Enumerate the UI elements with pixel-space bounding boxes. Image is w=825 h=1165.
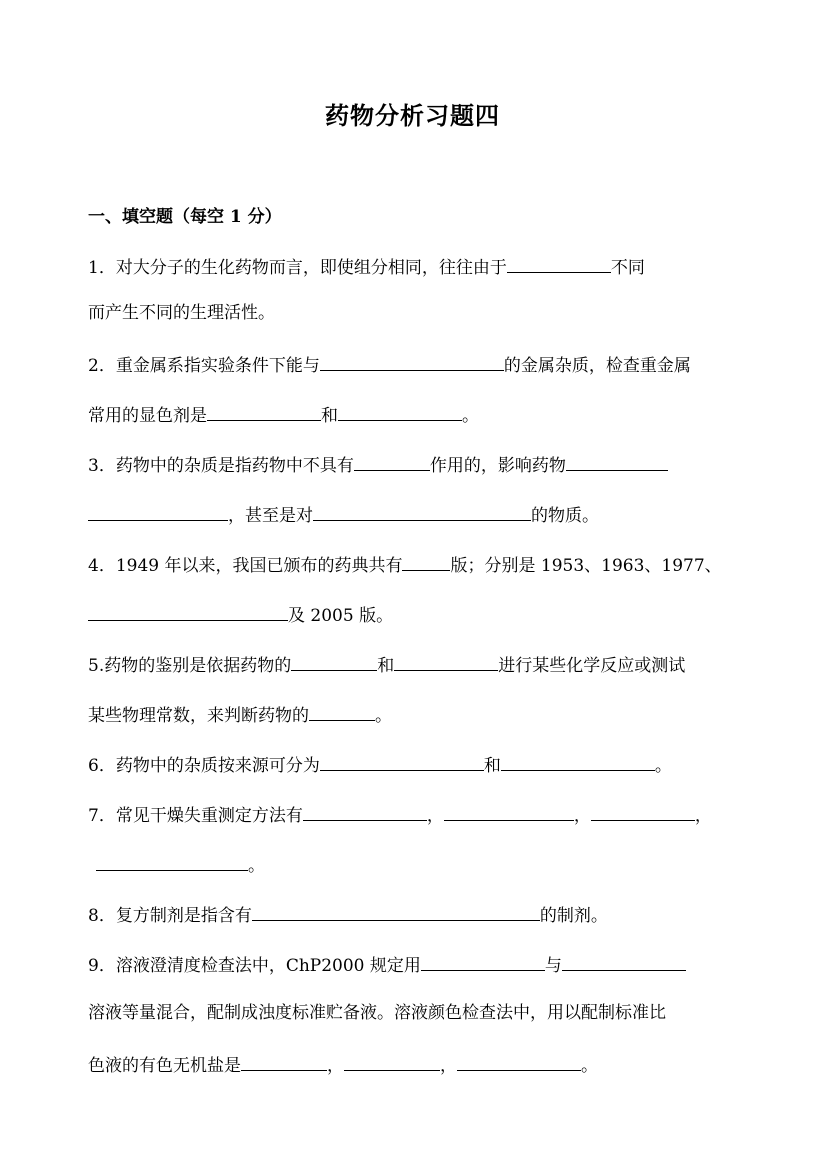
question-4-text: 4．1949 年以来，我国已颁布的药典共有 bbox=[88, 556, 403, 576]
answer-blank[interactable] bbox=[313, 502, 531, 521]
question-6-text-2: 和 bbox=[483, 756, 501, 776]
question-9-line-1 bbox=[88, 952, 686, 977]
question-6-text: 6．药物中的杂质按来源可分为 bbox=[88, 756, 320, 776]
question-5-text-3: 进行某些化学反应或测试 bbox=[498, 656, 686, 676]
question-7-separator: ， bbox=[573, 806, 591, 826]
answer-blank[interactable] bbox=[96, 852, 248, 871]
question-2-text-4: 和 bbox=[321, 406, 338, 426]
question-9-separator: ， bbox=[440, 1056, 457, 1076]
question-3-text-4: 的物质。 bbox=[531, 506, 599, 526]
question-4-line-1 bbox=[88, 552, 722, 577]
answer-blank[interactable] bbox=[344, 1052, 440, 1071]
question-7-separator: ， bbox=[426, 806, 444, 826]
question-2-text-2: 的金属杂质，检查重金属 bbox=[503, 356, 691, 376]
question-5-text-5: 。 bbox=[375, 706, 392, 726]
page-title: 药物分析习题四 bbox=[325, 101, 500, 130]
answer-blank[interactable] bbox=[303, 802, 427, 821]
question-4-text-3: 及 2005 版。 bbox=[288, 606, 394, 626]
answer-blank[interactable] bbox=[507, 254, 611, 273]
question-3-text-2: 作用的，影响药物 bbox=[429, 456, 566, 476]
question-5-line-1 bbox=[88, 652, 685, 677]
answer-blank[interactable] bbox=[241, 1052, 327, 1071]
answer-blank[interactable] bbox=[444, 802, 574, 821]
question-1-line-1 bbox=[88, 254, 645, 279]
answer-blank[interactable] bbox=[591, 802, 695, 821]
question-2-line-1 bbox=[88, 352, 691, 377]
question-9-text-2: 与 bbox=[544, 956, 562, 976]
question-4-line-2 bbox=[88, 602, 393, 627]
question-9-end: 。 bbox=[581, 1056, 598, 1076]
question-9-separator: ， bbox=[327, 1056, 344, 1076]
question-3-text-3: ，甚至是对 bbox=[228, 506, 313, 526]
answer-blank[interactable] bbox=[320, 752, 484, 771]
question-9-line-3 bbox=[88, 1052, 598, 1077]
question-6-line-1 bbox=[88, 752, 672, 777]
answer-blank[interactable] bbox=[421, 952, 545, 971]
question-5-text: 5.药物的鉴别是依据药物的 bbox=[88, 656, 292, 676]
answer-blank[interactable] bbox=[562, 952, 686, 971]
answer-blank[interactable] bbox=[457, 1052, 581, 1071]
answer-blank[interactable] bbox=[394, 652, 498, 671]
question-8-text-2: 的制剂。 bbox=[539, 906, 608, 926]
question-6-text-3: 。 bbox=[654, 756, 672, 776]
question-7-text: 7．常见干燥失重测定方法有 bbox=[88, 806, 303, 826]
question-3-line-2 bbox=[88, 502, 599, 527]
question-2-text: 2．重金属系指实验条件下能与 bbox=[88, 356, 320, 376]
question-8-text: 8．复方制剂是指含有 bbox=[88, 906, 252, 926]
question-1-text: 1．对大分子的生化药物而言，即使组分相同，往往由于 bbox=[88, 258, 507, 278]
answer-blank[interactable] bbox=[566, 452, 668, 471]
question-1-text-2: 不同 bbox=[610, 258, 645, 278]
question-9-line-2 bbox=[88, 1002, 666, 1024]
answer-blank[interactable] bbox=[501, 752, 655, 771]
question-9-text-4: 色液的有色无机盐是 bbox=[88, 1056, 241, 1076]
answer-blank[interactable] bbox=[354, 452, 430, 471]
answer-blank[interactable] bbox=[320, 352, 504, 371]
answer-blank[interactable] bbox=[338, 402, 462, 421]
answer-blank[interactable] bbox=[207, 402, 321, 421]
answer-blank[interactable] bbox=[88, 602, 288, 621]
question-5-text-2: 和 bbox=[377, 656, 395, 676]
question-7-end: 。 bbox=[248, 856, 265, 876]
answer-blank[interactable] bbox=[291, 652, 377, 671]
question-2-text-5: 。 bbox=[462, 406, 479, 426]
question-5-text-4: 某些物理常数，来判断药物的 bbox=[88, 706, 309, 726]
question-7-separator: ， bbox=[694, 806, 712, 826]
answer-blank[interactable] bbox=[402, 552, 450, 571]
question-1-line-2 bbox=[88, 302, 275, 324]
question-9-text: 9．溶液澄清度检查法中，ChP2000 规定用 bbox=[88, 956, 421, 976]
question-3-line-1 bbox=[88, 452, 668, 477]
question-4-text-2: 版；分别是 1953、1963、1977、 bbox=[450, 556, 722, 576]
question-2-text-3: 常用的显色剂是 bbox=[88, 406, 207, 426]
question-8-line-1 bbox=[88, 902, 608, 927]
question-7-line-1 bbox=[88, 802, 712, 827]
answer-blank[interactable] bbox=[88, 502, 228, 521]
answer-blank[interactable] bbox=[252, 902, 540, 921]
question-9-text-3: 溶液等量混合，配制成浊度标准贮备液。溶液颜色检查法中，用以配制标准比 bbox=[88, 1003, 666, 1023]
question-3-text: 3．药物中的杂质是指药物中不具有 bbox=[88, 456, 354, 476]
question-2-line-2 bbox=[88, 402, 479, 427]
answer-blank[interactable] bbox=[309, 702, 375, 721]
question-7-line-2 bbox=[96, 852, 265, 877]
section-heading: 一、填空题（每空 1 分） bbox=[88, 207, 282, 227]
question-5-line-2 bbox=[88, 702, 392, 727]
question-1-text-3: 而产生不同的生理活性。 bbox=[88, 303, 275, 323]
